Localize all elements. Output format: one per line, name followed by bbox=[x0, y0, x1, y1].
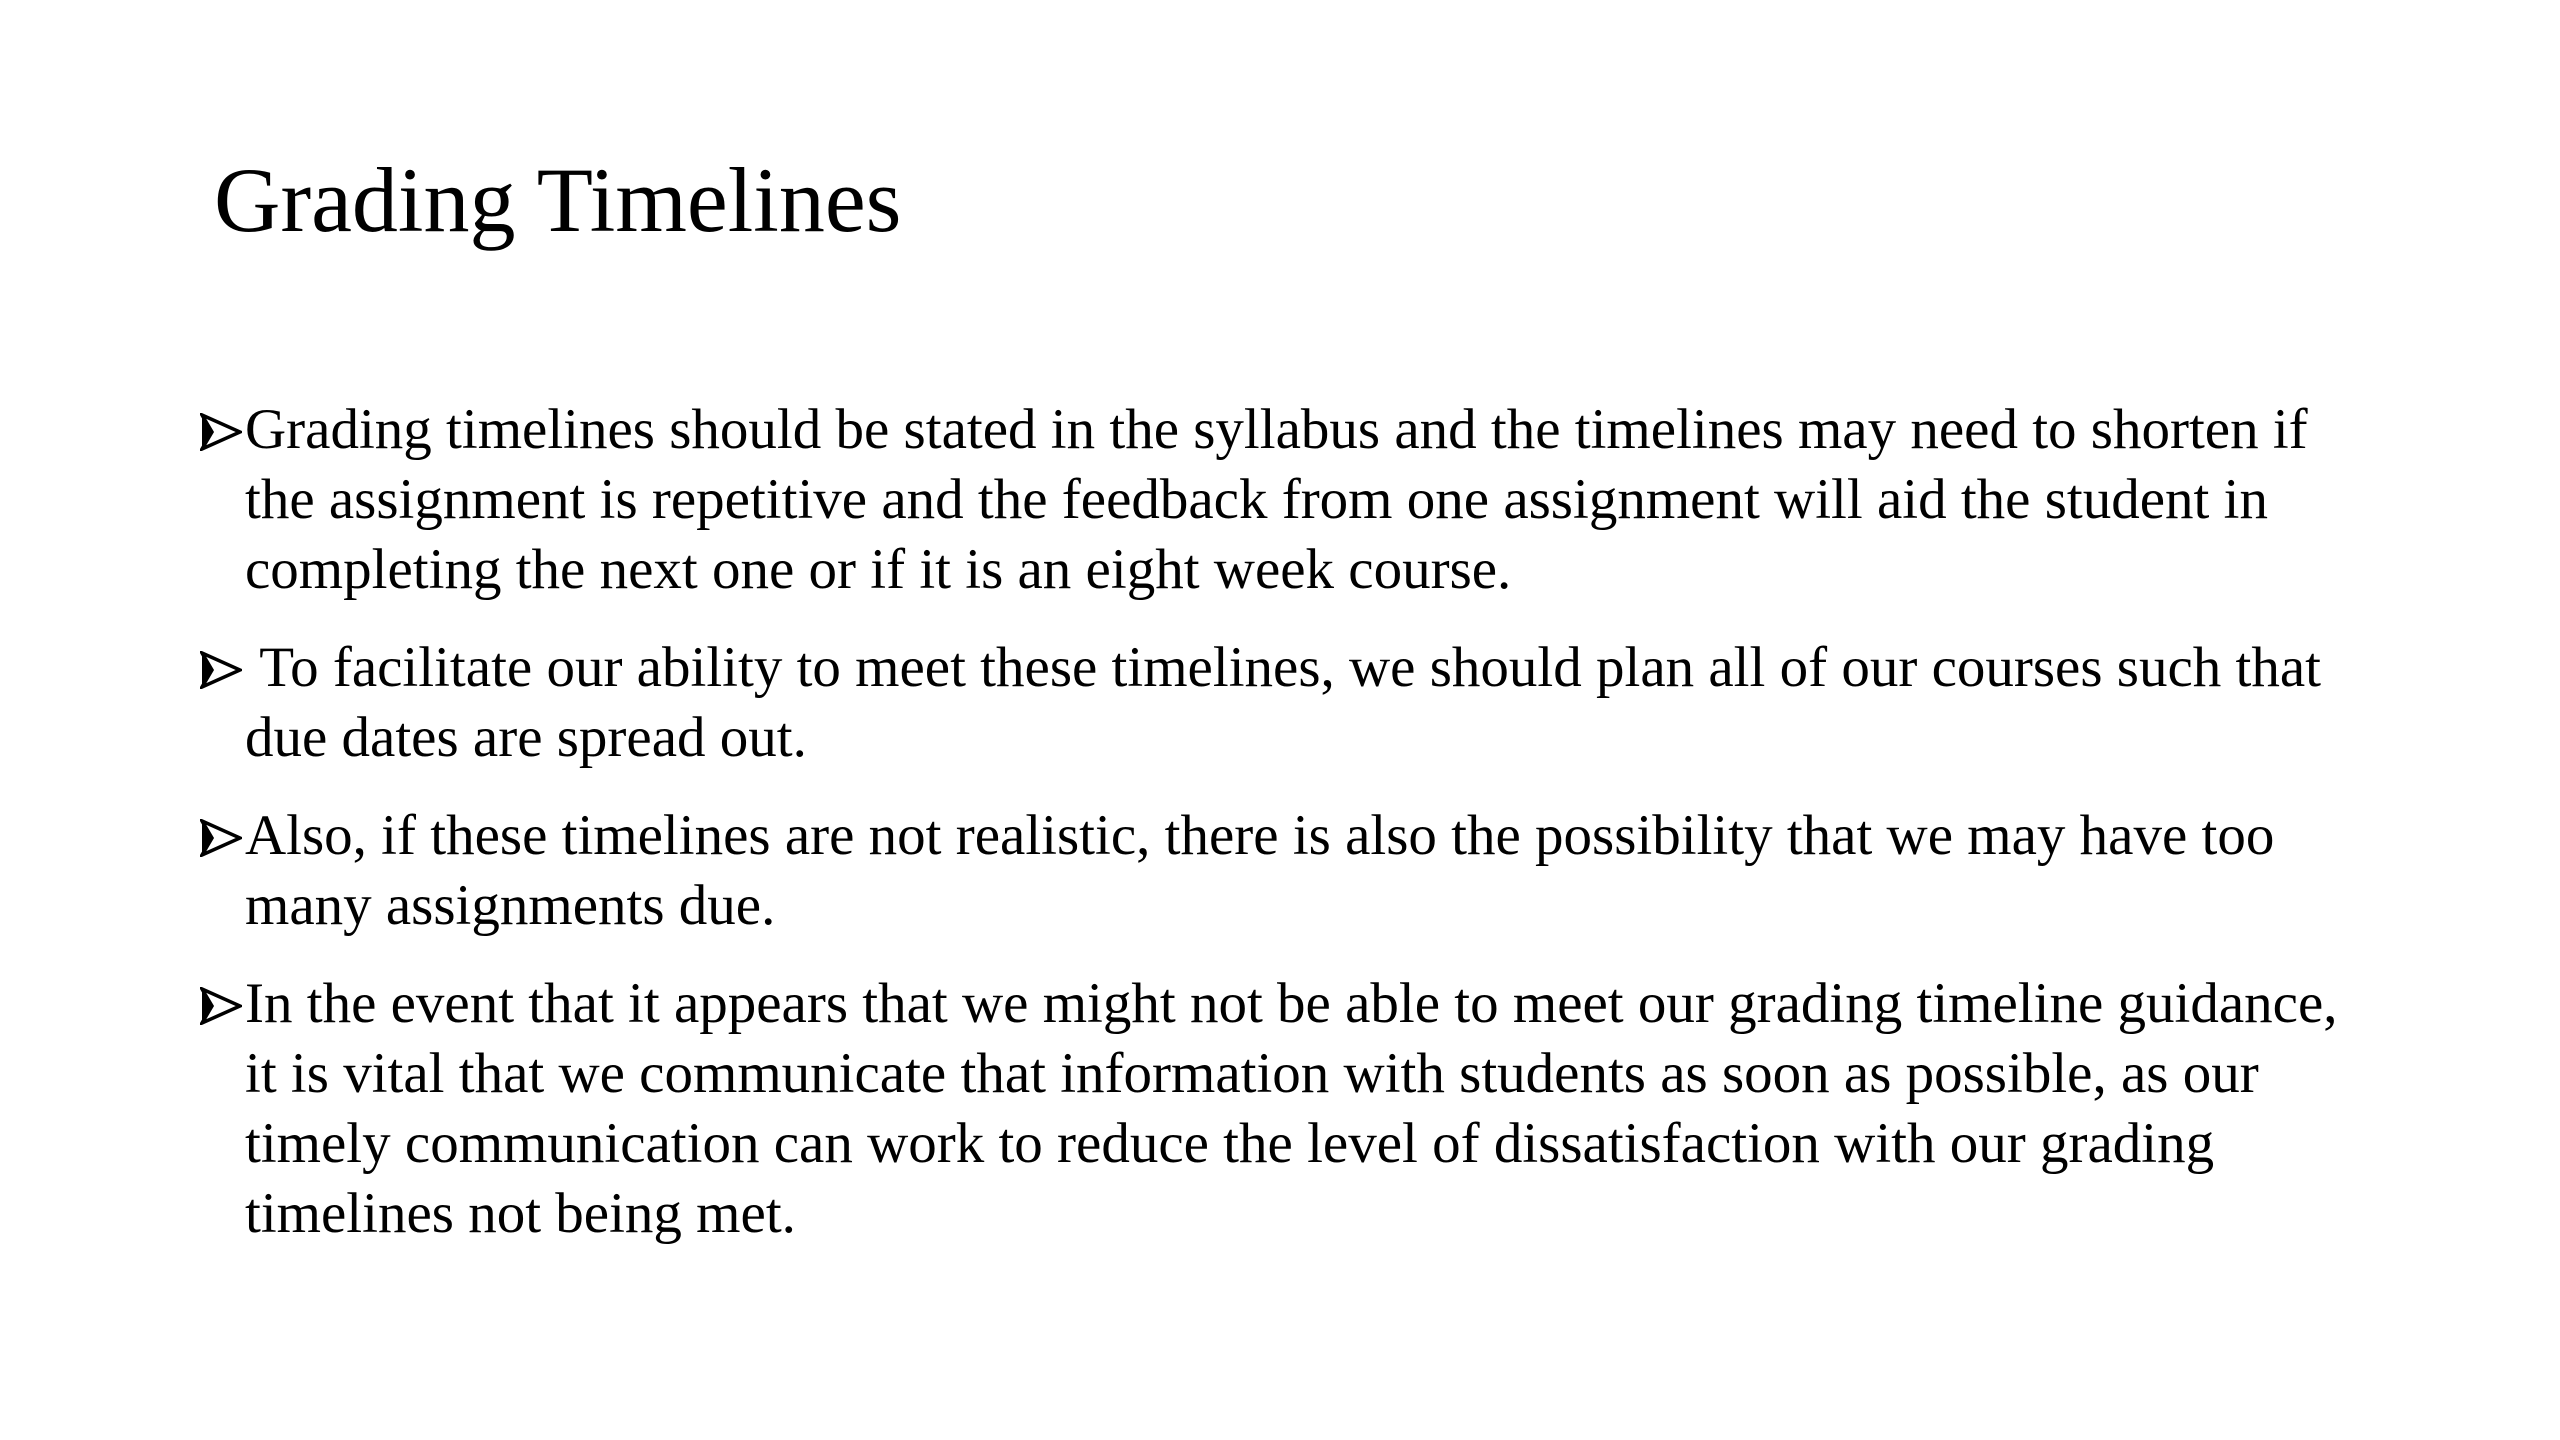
bullet-list bbox=[200, 395, 2380, 1277]
bullet-text: Also, if these timelines are not realistic, there is also the possibility that we may have too many assignments due. bbox=[245, 804, 2275, 937]
bullet-text: Grading timelines should be stated in the syllabus and the timelines may need to shorten if the assignment is repetitive and the feedback from one assignment will aid the student in completing the next one or if it is an eight week course. bbox=[245, 398, 2308, 601]
bullet-item bbox=[200, 801, 2380, 941]
bullet-text: To facilitate our ability to meet these timelines, we should plan all of our courses such that due dates are spread out. bbox=[245, 636, 2336, 769]
bullet-item bbox=[200, 395, 2380, 605]
bullet-item bbox=[200, 969, 2380, 1249]
bullet-text: In the event that it appears that we might not be able to meet our grading timeline guidance, it is vital that we communicate that information with students as soon as possible, as our timely communication can work to reduce the level of dissatisfaction with our grading timelines not being met. bbox=[245, 972, 2338, 1245]
arrow-bullet-icon bbox=[200, 987, 242, 1025]
arrow-bullet-icon bbox=[200, 651, 242, 689]
arrow-bullet-icon bbox=[200, 413, 242, 451]
arrow-bullet-icon bbox=[200, 819, 242, 857]
slide-title: Grading Timelines bbox=[214, 149, 902, 251]
bullet-item bbox=[200, 633, 2380, 773]
